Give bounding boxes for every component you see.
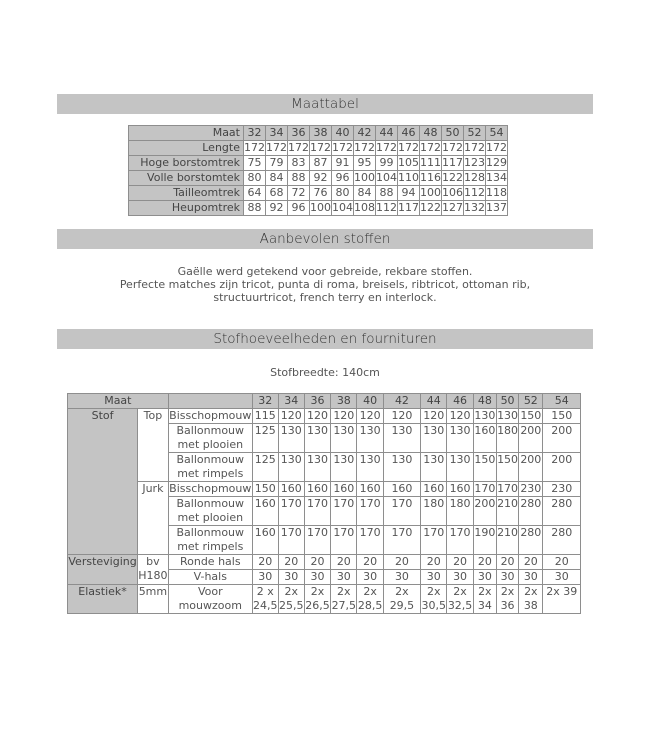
qty-header-size: 36 bbox=[304, 394, 330, 409]
qty-value: 170 bbox=[331, 526, 357, 555]
measurement-value: 100 bbox=[420, 186, 441, 199]
measurement-value: 110 bbox=[398, 171, 419, 184]
size-table-row bbox=[129, 201, 508, 216]
measurement-value: 116 bbox=[420, 171, 441, 184]
qty-value: 160 bbox=[421, 482, 447, 497]
qty-value: 160 bbox=[383, 482, 420, 497]
qty-value: 170 bbox=[278, 497, 304, 526]
qty-value: 200 bbox=[519, 453, 543, 482]
qty-value: 130 bbox=[304, 453, 330, 482]
size-header-cell: 38 bbox=[310, 126, 332, 141]
measurement-value: 129 bbox=[486, 156, 507, 169]
qty-value: 120 bbox=[357, 409, 383, 424]
measurement-value: 76 bbox=[310, 186, 332, 201]
measurement-value: 134 bbox=[486, 171, 507, 184]
qty-value: 20 bbox=[519, 555, 543, 570]
qty-value: 130 bbox=[304, 424, 330, 453]
fabric-line: Perfecte matches zijn tricot, punta di roma, breisels, ribtricot, ottoman rib, bbox=[119, 278, 531, 291]
qty-value: 170 bbox=[497, 482, 519, 495]
measurement-value: 172 bbox=[420, 141, 441, 154]
qty-header-size: 32 bbox=[252, 394, 278, 409]
measurement-value: 96 bbox=[332, 171, 354, 186]
qty-value: 180 bbox=[447, 497, 473, 526]
qty-item-label: Bisschopmouw bbox=[169, 482, 252, 495]
qty-value: 130 bbox=[421, 424, 447, 453]
qty-value: 130 bbox=[421, 453, 447, 482]
measurement-value: 172 bbox=[244, 141, 265, 154]
measurement-value: 92 bbox=[310, 171, 332, 186]
size-header-cell: 40 bbox=[332, 126, 354, 141]
size-header-cell: 32 bbox=[244, 126, 266, 141]
qty-value: 180 bbox=[421, 497, 447, 526]
qty-value: 30 bbox=[543, 570, 581, 585]
qty-item-label: Voor mouwzoom bbox=[168, 585, 252, 614]
qty-header-size: 46 bbox=[447, 394, 473, 409]
qty-header-size: 50 bbox=[496, 394, 518, 409]
qty-value: 160 bbox=[278, 482, 304, 497]
qty-header-blank bbox=[168, 394, 252, 409]
qty-value: 2x 25,5 bbox=[279, 585, 304, 612]
qty-item-label: V-hals bbox=[168, 570, 252, 585]
qty-value: 20 bbox=[447, 555, 473, 570]
measurement-value: 92 bbox=[266, 201, 288, 216]
qty-row bbox=[68, 482, 581, 497]
measurement-value: 132 bbox=[464, 201, 485, 214]
measurement-label: Tailleomtrek bbox=[129, 186, 244, 201]
measurement-value: 88 bbox=[244, 201, 266, 216]
qty-value: 190 bbox=[473, 526, 496, 555]
measurement-value: 104 bbox=[376, 171, 397, 184]
qty-value: 130 bbox=[383, 424, 420, 453]
qty-value: 130 bbox=[278, 424, 304, 453]
qty-value: 30 bbox=[496, 570, 518, 585]
qty-value: 120 bbox=[331, 409, 357, 424]
measurement-value: 75 bbox=[244, 156, 266, 171]
measurement-value: 122 bbox=[420, 201, 441, 214]
qty-value: 150 bbox=[520, 409, 542, 422]
size-header-cell: 50 bbox=[442, 126, 464, 141]
measurement-value: 112 bbox=[376, 201, 397, 214]
qty-value: 30 bbox=[304, 570, 330, 585]
measurement-value: 106 bbox=[442, 186, 463, 199]
top-label: Top bbox=[138, 409, 169, 482]
qty-value: 200 bbox=[543, 424, 581, 453]
fabric-quantity-table bbox=[67, 393, 581, 614]
qty-value: 30 bbox=[278, 570, 304, 585]
qty-header-row bbox=[68, 394, 581, 409]
jurk-label: Jurk bbox=[138, 482, 169, 555]
measurement-value: 99 bbox=[376, 156, 398, 171]
qty-header-size: 38 bbox=[331, 394, 357, 409]
measurement-label: Lengte bbox=[129, 141, 244, 156]
measurement-value: 80 bbox=[332, 186, 354, 201]
qty-value: 170 bbox=[357, 526, 383, 555]
measurement-value: 172 bbox=[398, 141, 419, 154]
measurement-value: 117 bbox=[442, 156, 463, 169]
fabric-line: Gaëlle werd getekend voor gebreide, rekbare stoffen. bbox=[177, 265, 473, 278]
qty-value: 230 bbox=[520, 482, 542, 495]
measurement-value: 95 bbox=[354, 156, 376, 171]
qty-value: 20 bbox=[252, 555, 278, 570]
qty-value: 2x 27,5 bbox=[331, 585, 357, 612]
qty-value: 120 bbox=[447, 409, 473, 424]
qty-value: 2x 28,5 bbox=[357, 585, 383, 612]
qty-value: 125 bbox=[252, 453, 278, 482]
qty-value: 280 bbox=[519, 526, 543, 555]
measurement-value: 122 bbox=[442, 171, 463, 184]
qty-value: 2x 36 bbox=[496, 585, 518, 614]
elastiek-width: 5mm bbox=[138, 585, 169, 614]
qty-value: 20 bbox=[357, 555, 383, 570]
qty-value: 130 bbox=[331, 453, 357, 482]
qty-header-size: 42 bbox=[383, 394, 420, 409]
section-header-aanbevolen: Aanbevolen stoffen bbox=[57, 229, 593, 249]
qty-value: 170 bbox=[357, 497, 383, 526]
qty-value: 30 bbox=[357, 570, 383, 585]
fabric-line: structuurtricot, french terry en interlock. bbox=[213, 291, 437, 304]
qty-value: 170 bbox=[304, 526, 330, 555]
measurement-value: 172 bbox=[332, 141, 353, 154]
measurement-value: 172 bbox=[266, 141, 287, 154]
size-table-row bbox=[129, 156, 508, 171]
qty-value: 130 bbox=[447, 424, 473, 453]
measurement-value: 96 bbox=[288, 201, 310, 216]
measurement-value: 118 bbox=[486, 186, 507, 199]
measurement-value: 88 bbox=[376, 186, 398, 201]
qty-value: 115 bbox=[252, 409, 278, 424]
qty-value: 130 bbox=[357, 424, 383, 453]
measurement-value: 88 bbox=[288, 171, 310, 186]
size-header-cell: 44 bbox=[376, 126, 398, 141]
qty-value: 30 bbox=[252, 570, 278, 585]
qty-value: 120 bbox=[278, 409, 304, 424]
measurement-label: Heupomtrek bbox=[129, 201, 244, 216]
measurement-value: 79 bbox=[266, 156, 288, 171]
size-header-cell: 42 bbox=[354, 126, 376, 141]
qty-value: 130 bbox=[278, 453, 304, 482]
qty-header-size: 34 bbox=[278, 394, 304, 409]
measurement-value: 172 bbox=[464, 141, 485, 154]
measurement-value: 172 bbox=[310, 141, 331, 154]
qty-value: 2x 38 bbox=[519, 585, 543, 614]
qty-value: 170 bbox=[447, 526, 473, 555]
measurement-value: 64 bbox=[244, 186, 266, 201]
qty-row bbox=[68, 555, 581, 570]
size-header-cell: 54 bbox=[486, 126, 508, 141]
qty-value: 150 bbox=[496, 453, 518, 482]
qty-value: 20 bbox=[496, 555, 518, 570]
qty-value: 280 bbox=[519, 497, 543, 526]
qty-value: 2x 26,5 bbox=[305, 585, 330, 612]
qty-value: 210 bbox=[496, 497, 518, 526]
qty-item-label: Ballonmouw met rimpels bbox=[168, 453, 252, 482]
size-table-row bbox=[129, 171, 508, 186]
qty-value: 2x 39 bbox=[543, 585, 581, 614]
qty-value: 230 bbox=[543, 482, 581, 497]
qty-header-size: 48 bbox=[473, 394, 496, 409]
qty-header-label: Maat bbox=[68, 394, 169, 409]
measurement-value: 172 bbox=[354, 141, 375, 154]
qty-value: 160 bbox=[252, 497, 278, 526]
qty-value: 30 bbox=[383, 570, 420, 585]
measurement-value: 137 bbox=[486, 201, 507, 214]
qty-value: 120 bbox=[421, 409, 447, 424]
versteviging-label: Versteviging bbox=[68, 555, 138, 585]
measurement-value: 112 bbox=[464, 186, 485, 199]
qty-value: 30 bbox=[421, 570, 447, 585]
qty-value: 130 bbox=[331, 424, 357, 453]
measurement-value: 123 bbox=[464, 156, 485, 169]
measurement-label: Volle borstomtek bbox=[129, 171, 244, 186]
qty-value: 150 bbox=[252, 482, 278, 497]
qty-value: 160 bbox=[473, 424, 496, 453]
measurement-value: 128 bbox=[464, 171, 485, 184]
qty-value: 2x 32,5 bbox=[447, 585, 473, 612]
qty-value: 30 bbox=[447, 570, 473, 585]
stof-label: Stof bbox=[68, 409, 138, 555]
qty-value: 170 bbox=[331, 497, 357, 526]
fabric-width: Stofbreedte: 140cm bbox=[270, 366, 380, 379]
section-header-stofhoeveelheden: Stofhoeveelheden en fournituren bbox=[57, 329, 593, 349]
measurement-value: 91 bbox=[332, 156, 354, 171]
qty-value: 130 bbox=[447, 453, 473, 482]
qty-value: 20 bbox=[543, 555, 581, 570]
measurement-value: 117 bbox=[398, 201, 419, 214]
qty-item-label: Ballonmouw met rimpels bbox=[168, 526, 252, 555]
qty-value: 120 bbox=[304, 409, 330, 424]
qty-header-size: 54 bbox=[543, 394, 581, 409]
measurement-value: 127 bbox=[442, 201, 463, 214]
measurement-value: 111 bbox=[420, 156, 441, 169]
size-table-row bbox=[129, 186, 508, 201]
qty-row bbox=[68, 409, 581, 424]
qty-value: 160 bbox=[447, 482, 473, 497]
qty-value: 20 bbox=[304, 555, 330, 570]
measurement-value: 94 bbox=[398, 186, 420, 201]
qty-header-size: 40 bbox=[357, 394, 383, 409]
qty-value: 20 bbox=[331, 555, 357, 570]
qty-value: 2x 29,5 bbox=[383, 585, 420, 614]
measurement-value: 68 bbox=[266, 186, 288, 201]
measurement-value: 100 bbox=[354, 171, 375, 184]
qty-value: 2x 30,5 bbox=[421, 585, 447, 612]
qty-value: 170 bbox=[278, 526, 304, 555]
measurement-value: 108 bbox=[354, 201, 375, 214]
qty-value: 20 bbox=[278, 555, 304, 570]
qty-value: 130 bbox=[474, 409, 496, 422]
qty-value: 150 bbox=[473, 453, 496, 482]
qty-value: 170 bbox=[304, 497, 330, 526]
qty-value: 170 bbox=[474, 482, 496, 495]
measurement-label: Hoge borstomtrek bbox=[129, 156, 244, 171]
size-table-row bbox=[129, 141, 508, 156]
qty-header-size: 52 bbox=[519, 394, 543, 409]
qty-item-label: Ronde hals bbox=[168, 555, 252, 570]
recommended-fabrics-text bbox=[57, 265, 593, 304]
size-header-cell: 48 bbox=[420, 126, 442, 141]
measurement-value: 105 bbox=[398, 156, 419, 169]
qty-item-label: Ballonmouw met plooien bbox=[168, 424, 252, 453]
measurement-value: 100 bbox=[310, 201, 331, 214]
size-header-cell: 36 bbox=[288, 126, 310, 141]
size-header-label: Maat bbox=[129, 126, 244, 141]
size-table-header-row bbox=[129, 126, 508, 141]
qty-value: 200 bbox=[473, 497, 496, 526]
qty-value: 2 x 24,5 bbox=[252, 585, 278, 612]
measurement-value: 87 bbox=[310, 156, 332, 171]
size-header-cell: 46 bbox=[398, 126, 420, 141]
qty-value: 170 bbox=[421, 526, 447, 555]
qty-value: 30 bbox=[519, 570, 543, 585]
measurement-value: 84 bbox=[266, 171, 288, 186]
qty-value: 170 bbox=[383, 526, 420, 555]
qty-value: 120 bbox=[383, 409, 420, 424]
qty-value: 30 bbox=[473, 570, 496, 585]
qty-row-elastiek bbox=[68, 585, 581, 614]
versteviging-type: bv H180 bbox=[138, 555, 169, 585]
measurement-value: 72 bbox=[288, 186, 310, 201]
qty-item-label: Bisschopmouw bbox=[169, 409, 252, 422]
measurement-value: 172 bbox=[442, 141, 463, 154]
qty-value: 130 bbox=[497, 409, 519, 422]
qty-value: 280 bbox=[543, 497, 581, 526]
measurement-value: 83 bbox=[288, 156, 310, 171]
qty-value: 200 bbox=[543, 453, 581, 482]
qty-value: 160 bbox=[357, 482, 383, 497]
size-header-cell: 52 bbox=[464, 126, 486, 141]
measurement-value: 172 bbox=[288, 141, 309, 154]
qty-item-label: Ballonmouw met plooien bbox=[168, 497, 252, 526]
qty-value: 130 bbox=[357, 453, 383, 482]
qty-value: 2x 34 bbox=[473, 585, 496, 614]
qty-value: 210 bbox=[496, 526, 518, 555]
section-header-maattabel: Maattabel bbox=[57, 94, 593, 114]
elastiek-label: Elastiek* bbox=[68, 585, 138, 614]
qty-value: 20 bbox=[473, 555, 496, 570]
qty-value: 20 bbox=[421, 555, 447, 570]
qty-value: 160 bbox=[331, 482, 357, 497]
qty-value: 200 bbox=[519, 424, 543, 453]
size-table bbox=[128, 125, 508, 216]
qty-header-size: 44 bbox=[421, 394, 447, 409]
measurement-value: 172 bbox=[376, 141, 397, 154]
measurement-value: 104 bbox=[332, 201, 353, 214]
measurement-value: 172 bbox=[486, 141, 507, 154]
measurement-value: 84 bbox=[354, 186, 376, 201]
qty-value: 130 bbox=[383, 453, 420, 482]
qty-value: 280 bbox=[543, 526, 581, 555]
qty-value: 20 bbox=[383, 555, 420, 570]
qty-value: 160 bbox=[252, 526, 278, 555]
qty-value: 125 bbox=[252, 424, 278, 453]
qty-value: 30 bbox=[331, 570, 357, 585]
qty-value: 170 bbox=[383, 497, 420, 526]
measurement-value: 80 bbox=[244, 171, 266, 186]
qty-value: 160 bbox=[304, 482, 330, 497]
size-header-cell: 34 bbox=[266, 126, 288, 141]
qty-value: 180 bbox=[496, 424, 518, 453]
qty-value: 150 bbox=[543, 409, 581, 424]
